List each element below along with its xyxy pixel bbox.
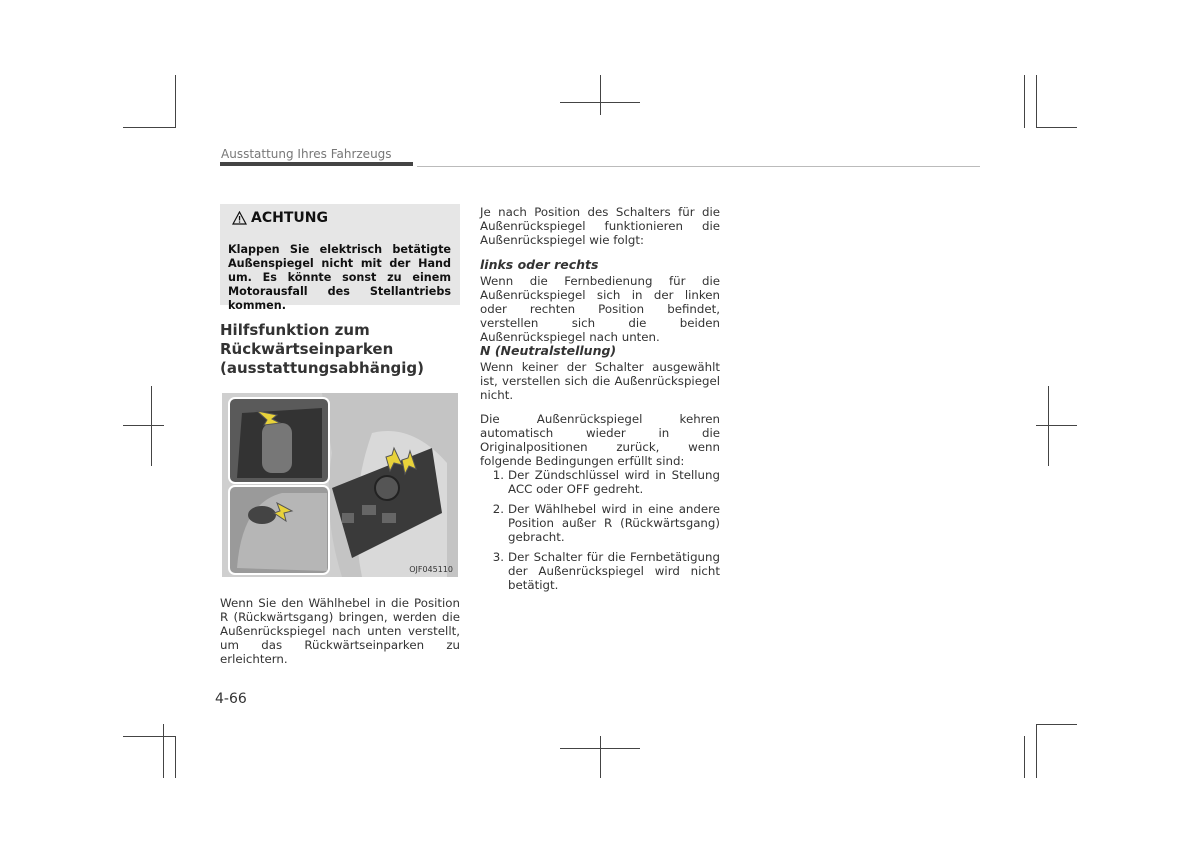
heading-line: Rückwärtseinparken [220,340,394,358]
return-paragraph: Die Außenrückspiegel kehren automatisch wieder in die Originalpositionen zurück, wenn folgende Bedingungen erfüllt sind: [480,412,720,468]
crop-mark [123,127,176,128]
crop-mark [1036,75,1037,128]
list-item [480,468,720,496]
list-number: 3. [492,550,504,564]
subheading: N (Neutralstellung) [480,343,617,358]
crop-mark [1048,386,1049,466]
heading-line: (ausstattungsabhängig) [220,359,424,377]
caution-text: Klappen Sie elektrisch betätigte Außenspiegel nicht mit der Hand um. Es könnte sonst zu einem Motorausfall des Stellantriebs kommen. [228,243,451,312]
crop-mark [123,425,164,426]
list-text: Der Wählhebel wird in eine andere Position außer R (Rückwärtsgang) gebracht. [508,502,720,544]
list-item [480,502,720,544]
subsection-paragraph: Wenn keiner der Schalter ausgewählt ist, verstellen sich die Außenrückspiegel nicht. [480,360,720,402]
crop-mark [1036,724,1077,725]
crop-mark [123,736,176,737]
list-number: 1. [492,468,504,482]
intro-paragraph: Je nach Position des Schalters für die Außenrückspiegel funktionieren die Außenrückspiegel wie folgt: [480,205,720,247]
figure-code: OJF045110 [409,565,453,574]
subsection-left-right [480,258,720,344]
caution-box [220,204,460,312]
caution-title: ACHTUNG [251,210,328,226]
crop-mark [175,736,176,778]
crop-mark [600,75,601,115]
figure-illustration [222,393,458,577]
crop-mark [600,736,601,778]
subsection-paragraph: Wenn die Fernbedienung für die Außenrückspiegel sich in der linken oder rechten Position befindet, verstellen sich die beiden Außenrückspiegel nach unten. [480,274,720,344]
crop-mark [151,386,152,466]
subsection-neutral [480,344,720,402]
header-rule [417,166,980,167]
crop-mark [163,724,164,778]
crop-mark [1024,736,1025,778]
list-item [480,550,720,592]
subheading: links oder rechts [480,257,599,272]
left-paragraph: Wenn Sie den Wählhebel in die Position R (Rückwärtsgang) bringen, werden die Außenrückspiegel nach unten verstellt, um das Rückwärtseinparken zu erleichtern. [220,596,460,666]
page-number: 4-66 [215,691,247,707]
return-paragraph-block [480,412,720,468]
condition-list [480,468,720,592]
right-column [480,205,720,247]
list-text: Der Schalter für die Fernbetätigung der Außenrückspiegel wird nicht betätigt. [508,550,720,592]
caution-header [232,210,328,226]
crop-mark [1036,724,1037,778]
door-panel-illustration [222,393,458,577]
heading-line: Hilfsfunktion zum [220,321,370,339]
section-header: Ausstattung Ihres Fahrzeugs [221,147,392,161]
list-number: 2. [492,502,504,516]
crop-mark [1036,425,1077,426]
header-rule [220,162,413,166]
list-text: Der Zündschlüssel wird in Stellung ACC oder OFF gedreht. [508,468,720,496]
crop-mark [175,75,176,128]
crop-mark [1024,75,1025,128]
crop-mark [1036,127,1077,128]
warning-icon [232,211,247,225]
section-heading [220,321,460,378]
